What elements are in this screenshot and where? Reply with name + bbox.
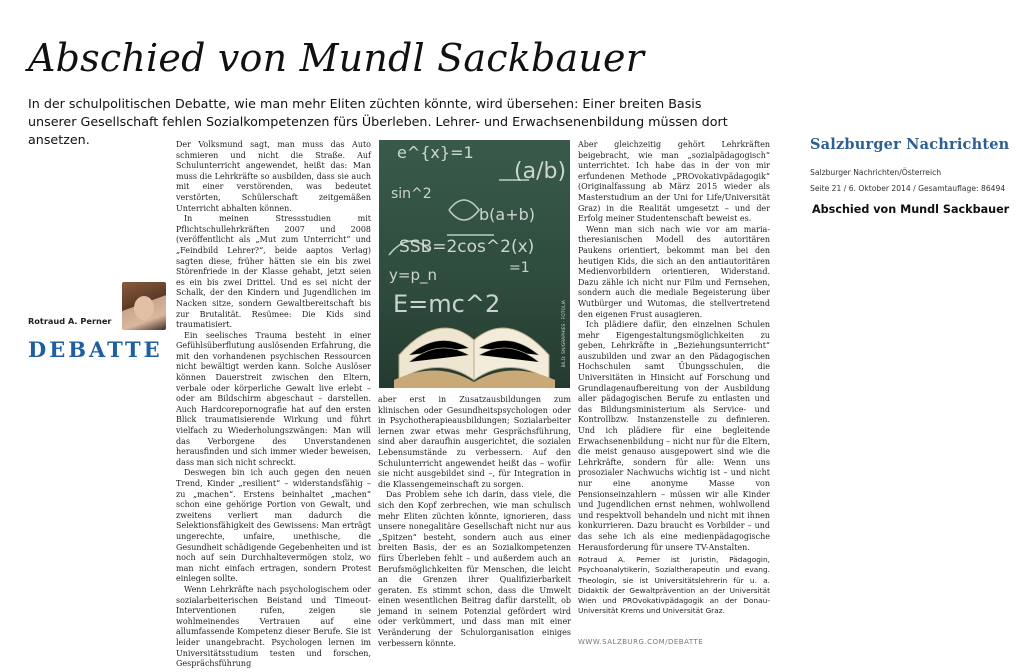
sidebar-article-title: Abschied von Mundl Sackbauer	[812, 203, 1010, 216]
open-book	[394, 328, 555, 388]
author-portrait	[122, 282, 166, 330]
paragraph: Wenn man sich nach wie vor am maria-theresianischen Modell des autoritären Paukens orientiert, bekommt man bei den heutigen Kids, die sich an den antiautoritären Medienvorbildern orientieren, Widerstand. Dazu zähle ich nicht nur Film und Fernsehen, sondern auch die mediale Begeisterung über Wutbürger und Wutomas, die stellvertretend den eigenen Frust ausagieren.	[578, 224, 770, 319]
article-column-2	[378, 395, 571, 653]
article-lead: In der schulpolitischen Debatte, wie man mehr Eliten züchten könnte, wird übersehen: Einer breiten Basis unserer Gesellschaft fehlen Sozialkompetenzen fürs Überleben. Lehrer- und Erwachsenenbildung müssen dort ansetzen.	[28, 96, 728, 147]
formula-text: (a/b)	[514, 159, 567, 184]
paragraph: In meinen Stressstudien mit Pflichtschullehrkräften 2007 und 2008 (veröffentlicht als „Mut zum Unterricht“ und „Feindbild Lehrer?“, beide aaptos Verlag) sagten diese, früher hätten sie ein bis zwei Störenfriede in der Klasse gehabt, jetzt seien es ein bis zwei Drittel. Und es sei nicht der Schalk, der den Kindern und Jugendlichen im Nacken sitze, sondern Gewaltbereitschaft bis zur Brutalität. Resümee: Die Kids sind traumatisiert.	[176, 214, 371, 330]
formula-text: sin^2	[391, 186, 432, 202]
formula-text: e^{x}=1	[397, 143, 474, 162]
debate-url-link[interactable]: WWW.SALZBURG.COM/DEBATTE	[578, 638, 704, 646]
page-info: Seite 21 / 6. Oktober 2014 / Gesamtauflage: 86494	[810, 184, 1006, 193]
author-name: Rotraud A. Perner	[28, 316, 112, 326]
paragraph: Aber gleichzeitig gehört Lehrkräften beigebracht, wie man „sozialpädagogisch“ unterrichtet. Ich habe das in der von mir erfundenen Methode „PROvokativpädagogik“ (Originalfassung ab März 2015 wieder als Masterstudium an der Uni for Life/Universität Graz) in die Realität umgesetzt – und der Erfolg meiner Studentenschaft beweist es.	[578, 140, 770, 224]
source-label: Salzburger Nachrichten/Österreich	[810, 168, 942, 177]
formula-text: SSB=2cos^2(x)	[399, 237, 535, 257]
paragraph: Das Problem sehe ich darin, dass viele, die sich den Kopf zerbrechen, wie man schulisch mehr Eliten züchten könnte, ignorieren, dass unsere nonegalitäre Gesellschaft nicht nur aus „Spitzen“ besteht, sondern auch aus einer breiten Basis, der es an Sozialkompetenzen fürs Überleben fehlt – und außerdem auch an Berufsmöglichkeiten für Menschen, die leicht an die Grenzen ihrer Qualifizierbarkeit geraten. Es stimmt schon, dass die Umwelt einen wesentlichen Beitrag dafür darstellt, ob jemand in seinem Potenzial gefördert wird oder verkümmert, und dass man mit einer Veränderung der Schulorganisation einiges verbessern könnte.	[378, 490, 571, 648]
paragraph: aber erst in Zusatzausbildungen zum klinischen oder Gesundheitspsychologen oder in Psychotherapieausbildungen; Sozialarbeiter lernen zwar etwas mehr Gesprächsführung, sind aber daraufhin ausgerichtet, die sozialen Lebensumstände zu verbessern. Auf den Schulunterricht angewendet heißt das – wofür sie nicht ausgebildet sind –, für Integration in die Klassengemeinschaft zu sorgen.	[378, 395, 571, 489]
paragraph: Ich plädiere dafür, den einzelnen Schulen mehr Eigengestaltungsmöglichkeiten zu geben, Lehrkräfte in „Beziehungsunterricht“ auszubilden und zwar an den Pädagogischen Hochschulen samt Übungsschulen, die Universitäten in Hinsicht auf Forschung und Grundlagenaufbereitung von der Ausbildung aller pädagogischen Berufe zu entlasten und das Bildungsministerium als Service- und Kontrollbzw. Instanzenstelle zu definieren. Und ich plädiere für eine begleitende Erwachsenenbildung – nicht nur für die Eltern, die meist genauso ausgepowert sind wie die Lehrkräfte, sondern für alle: Wenn uns prosozialer Nachwuchs wichtig ist – und nicht nur eine anonyme Masse von Pensionseinzahlern – müssen wir alle Kinder und Jugendlichen ernst nehmen, wohlwollend und respektvoll behandeln und nicht mit ihnen konkurrieren. Dazu braucht es Vorbilder – und das sehe ich als eine medienpädagogische Herausforderung für unsere TV-Anstalten.	[578, 320, 770, 552]
photo-credit: BILD: SN/GRAPHIES · FOTOLIA	[562, 300, 567, 368]
rubric-label: DEBATTE	[28, 337, 163, 362]
paragraph: Wenn Lehrkräfte nach psychologischem oder sozialarbeiterischen Beistand und Timeout-Interventionen rufen, zeigen sie wohlmeinendes Vertrauen auf eine allumfassende Kompetenz dieser Berufe. Sie ist leider unangebracht. Psychologen lernen im Universitätsstudium testen und forschen, Gesprächsführung	[176, 584, 371, 669]
formula-text: E=mc^2	[393, 290, 501, 318]
paragraph: Deswegen bin ich auch gegen den neuen Trend, Kinder „resilient“ – widerstandsfähig – zu „machen“. Erstens beinhaltet „machen“ schon eine gehörige Portion von Gewalt, und zweitens verliert man dadurch die Selektionsfähigkeit des Gewissens: Man erträgt ungerechte, unfaire, unethische, die Gesundheit schädigende Gegebenheiten und ist noch auf sein Durchhaltevermögen stolz, wo man nicht einfach ertragen, sondern Protest einlegen sollte.	[176, 468, 371, 584]
chalkboard-book-illustration	[379, 140, 570, 388]
article-column-1	[176, 140, 371, 669]
paragraph: Der Volksmund sagt, man muss das Auto schmieren und nicht die Straße. Auf Schulunterricht angewendet, heißt das: Man muss die Lehrkräfte so ausbilden, dass sie auch mit einer verstörenden, was bedeutet verstörten, Schülerschaft zeitgemäßen Unterricht abhalten können.	[176, 140, 371, 213]
article-column-3	[578, 140, 770, 640]
formula-text: =1	[509, 260, 530, 276]
author-block	[28, 282, 168, 372]
newspaper-logo: Salzburger Nachrichten	[810, 136, 1010, 153]
formula-text: b(a+b)	[479, 205, 536, 224]
article-photo	[379, 140, 570, 388]
author-bio: Rotraud A. Perner ist Juristin, Pädagogin, Psychoanalytikerin, Sozialtherapeutin und evang. Theologin, sie ist Universitätslehrerin für u. a. Didaktik der Gewaltprävention an der Universität Wien und PROvokativpädagogik an der Donau-Universität Krems und Universität Graz.	[578, 555, 770, 616]
paragraph: Ein seelisches Trauma besteht in einer Gefühlsüberflutung auslösenden Erfahrung, die mit den vorhandenen psychischen Ressourcen nicht bewältigt werden kann. Solche Auslöser können Dauerstreit zwischen den Eltern, verbale oder körperliche Gewalt live erlebt – oder am Bildschirm abgeschaut – darstellen. Auch Hardcorepornografie hat auf den ersten Blick traumatisierende Wirkung und führt vielfach zu Wiederholungszwängen: Man will das Verborgene des Unverstandenen herausfinden und sich immer wieder beweisen, dass man sich nicht schreckt.	[176, 330, 371, 467]
formula-text: y=p_n	[389, 266, 437, 284]
article-headline: Abschied von Mundl Sackbauer	[28, 36, 645, 80]
